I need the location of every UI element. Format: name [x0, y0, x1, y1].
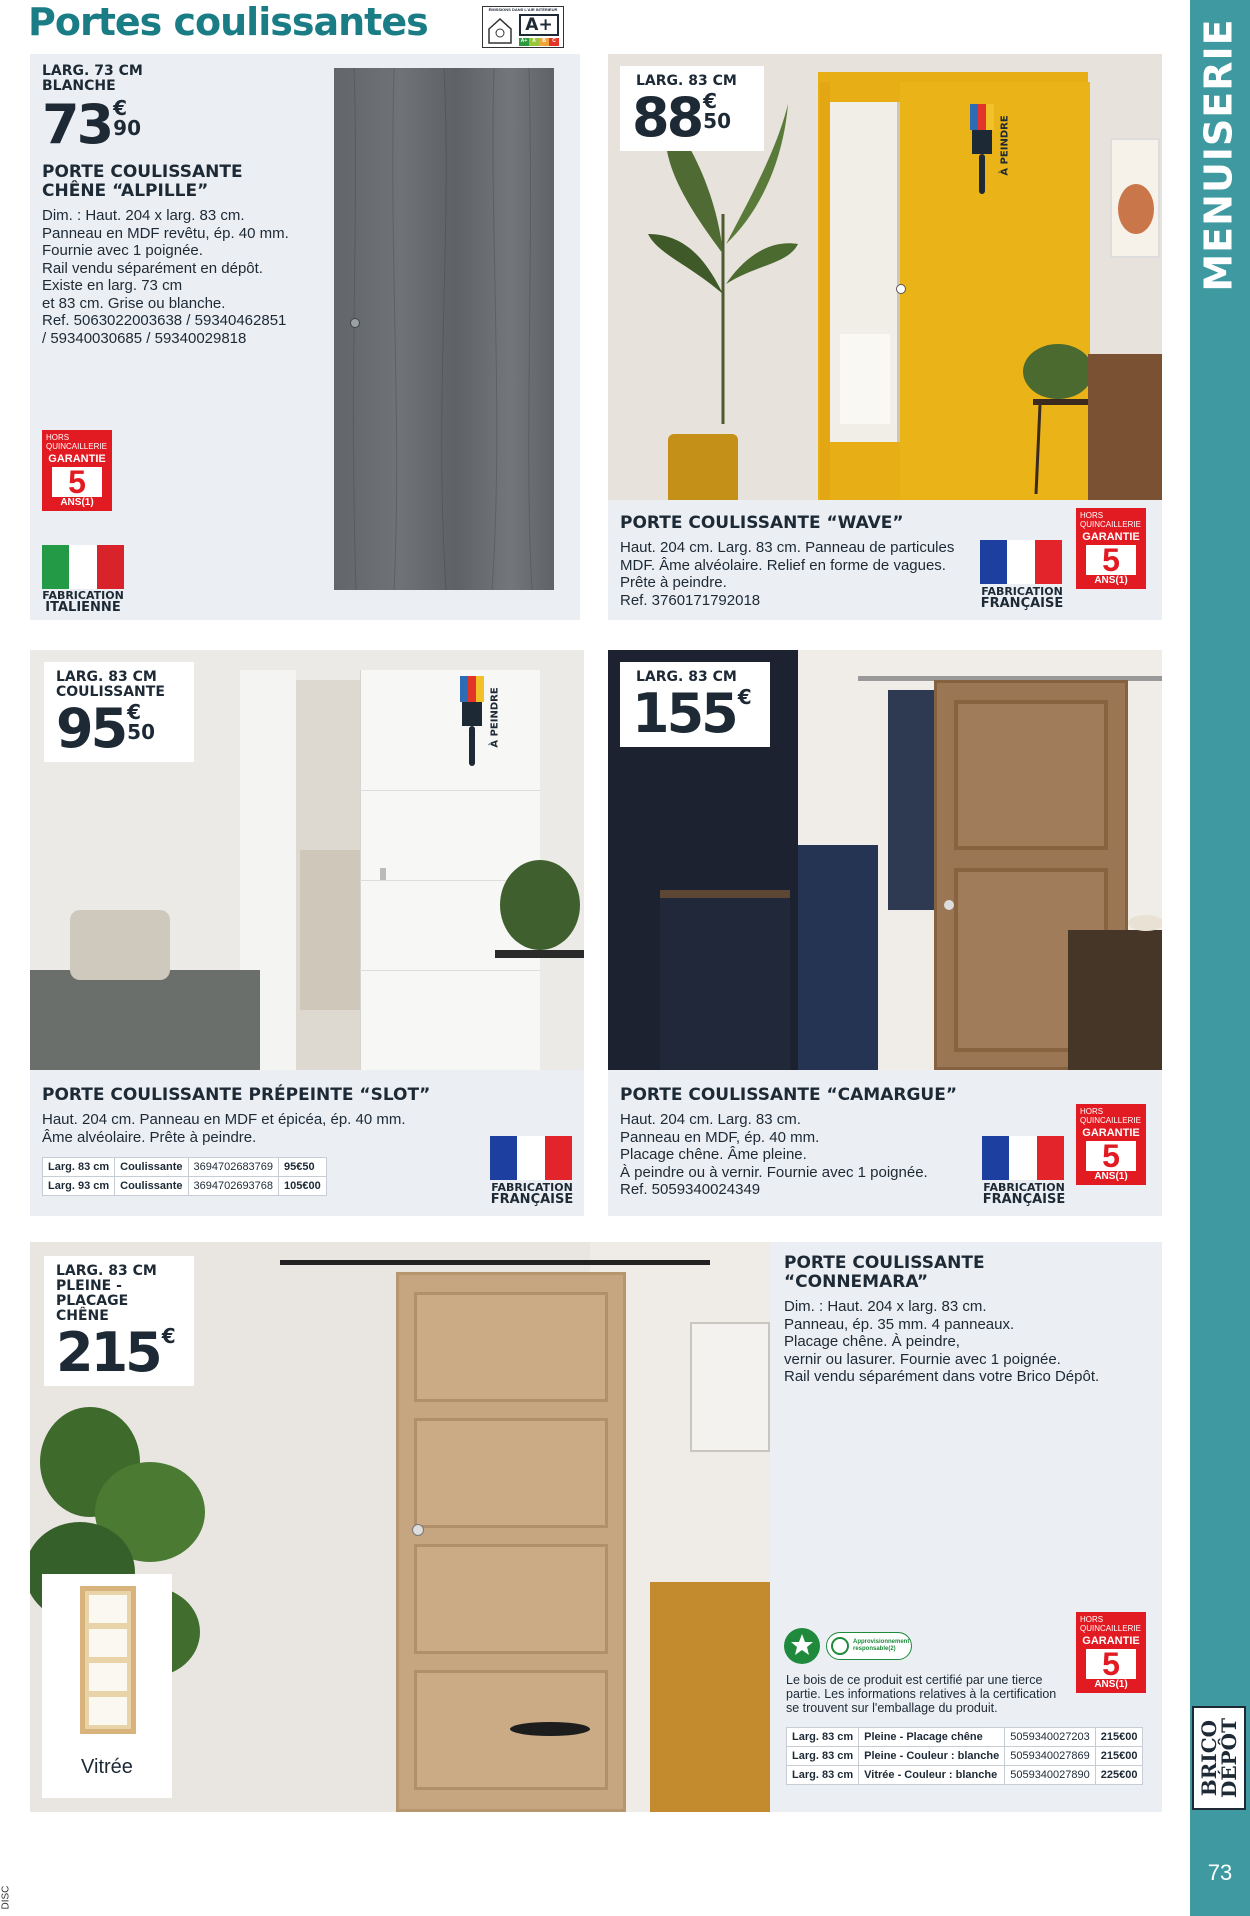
door-handle	[380, 868, 386, 880]
price-block-wave	[620, 66, 764, 151]
inset-vitree	[42, 1574, 172, 1798]
product-desc	[620, 1111, 980, 1199]
product-info-alpille	[42, 163, 289, 347]
guarantee-hors: HORS QUINCAILLERIE	[1080, 1107, 1141, 1125]
price-block-alpille	[42, 63, 143, 156]
price-decimal: 50	[127, 720, 155, 744]
page-title: Portes coulissantes	[28, 0, 428, 44]
desc-line: Panneau, ép. 35 mm. 4 panneaux.	[784, 1315, 1015, 1333]
cell-price: 105€00	[279, 1177, 327, 1196]
table-row	[43, 1177, 327, 1196]
paint-badge	[484, 672, 506, 762]
price-block-camargue	[620, 662, 770, 747]
inset-label: Vitrée	[81, 1756, 133, 1778]
product-image-alpille	[334, 68, 554, 590]
desc-line: MDF. Âme alvéolaire. Relief en forme de vagues.	[620, 556, 946, 574]
product-desc	[42, 207, 289, 347]
variant-table-slot	[42, 1157, 327, 1196]
product-title-name: “CONNEMARA”	[784, 1272, 929, 1292]
section-label-text: MENUISERIE	[1197, 18, 1242, 292]
guarantee-badge	[1076, 508, 1146, 589]
product-desc	[620, 539, 980, 609]
france-flag-icon	[980, 540, 1062, 584]
door-handle	[412, 1524, 424, 1536]
table-row	[787, 1766, 1143, 1785]
product-title-name: CHÊNE “ALPILLE”	[42, 181, 209, 201]
price-currency: €	[737, 685, 752, 709]
guarantee-years: 5	[1086, 545, 1136, 575]
guarantee-badge	[1076, 1612, 1146, 1693]
product-info-slot	[42, 1086, 522, 1146]
plant	[500, 860, 580, 950]
cell-price: 225€00	[1095, 1766, 1143, 1785]
product-title: PORTE COULISSANTE “WAVE”	[620, 513, 904, 533]
table-row	[787, 1728, 1143, 1747]
leaf-icon	[831, 1637, 849, 1655]
product-info-connemara	[784, 1254, 1164, 1386]
cell-ref: 5059340027203	[1005, 1728, 1096, 1747]
guarantee-badge	[42, 430, 112, 511]
guarantee-label: GARANTIE	[1082, 1127, 1140, 1139]
desc-line: Placage chêne. Âme pleine.	[620, 1146, 807, 1163]
size-label: LARG. 83 CM	[636, 73, 737, 89]
fabrication-line2: FRANÇAISE	[980, 596, 1064, 611]
price-decimal: 50	[703, 109, 731, 133]
desc-line: et 83 cm. Grise ou blanche.	[42, 294, 226, 312]
cell-ref: 3694702683769	[188, 1158, 279, 1177]
cell-ref: 5059340027869	[1005, 1747, 1096, 1766]
table-row	[43, 1158, 327, 1177]
guarantee-years: 5	[52, 467, 102, 497]
fabrication-line2: FRANÇAISE	[490, 1192, 574, 1207]
certification-icon	[784, 1628, 820, 1664]
table	[1068, 930, 1162, 1070]
door-handle	[350, 318, 360, 328]
fabrication-line1: FABRICATION	[42, 589, 124, 602]
desc-line: Placage chêne. À peindre,	[784, 1333, 960, 1350]
desc-line: À peindre ou à vernir. Fournie avec 1 poignée.	[620, 1163, 928, 1181]
cell-size: Larg. 83 cm	[787, 1747, 859, 1766]
desc-line: Rail vendu séparément en dépôt.	[42, 259, 263, 277]
size-label: LARG. 83 CM	[636, 669, 737, 685]
table-row	[787, 1747, 1143, 1766]
product-title: PORTE COULISSANTE	[42, 162, 243, 182]
guarantee-years: 5	[1086, 1649, 1136, 1679]
size-label: LARG. 73 CM	[42, 63, 143, 79]
brand-logo	[1192, 1706, 1246, 1810]
desc-line: Panneau en MDF, ép. 40 mm.	[620, 1128, 820, 1146]
cell-size: Larg. 83 cm	[787, 1728, 859, 1747]
cell-type: Coulissante	[115, 1177, 188, 1196]
desc-line: vernir ou lasurer. Fournie avec 1 poignée.	[784, 1350, 1061, 1368]
fabrication-line2: FRANÇAISE	[982, 1192, 1066, 1207]
cell-type: Pleine - Placage chêne	[859, 1728, 1005, 1747]
door-handle	[896, 284, 906, 294]
cert-line: partie. Les informations relatives à la certification	[786, 1687, 1057, 1701]
price-currency: €	[127, 700, 142, 724]
size-label: LARG. 83 CM	[56, 669, 157, 685]
energy-scale-a-plus: A+	[520, 38, 528, 44]
bed	[30, 970, 260, 1070]
paint-badge-text: À PEINDRE	[489, 686, 501, 748]
price-block-connemara	[44, 1256, 194, 1386]
cert-line: Le bois de ce produit est certifié par une tierce	[786, 1673, 1043, 1687]
energy-scale-b: B	[539, 38, 549, 46]
cell-price: 95€50	[279, 1158, 327, 1177]
guarantee-ans: ANS(1)	[1094, 1171, 1128, 1182]
side-code	[0, 1880, 16, 1916]
section-label	[1193, 18, 1245, 292]
desc-line: Panneau en MDF revêtu, ép. 40 mm.	[42, 224, 289, 242]
paintbrush-icon	[970, 104, 994, 194]
guarantee-hors: HORS QUINCAILLERIE	[46, 433, 107, 451]
product-desc	[42, 1111, 522, 1146]
price-block-slot	[44, 662, 194, 762]
guarantee-years: 5	[1086, 1141, 1136, 1171]
guarantee-label: GARANTIE	[1082, 531, 1140, 543]
price-decimal: 90	[113, 116, 141, 140]
variant-table-connemara	[786, 1727, 1143, 1785]
brand-logo-bottom: DÉPÔT	[1217, 1718, 1241, 1798]
color-label: BLANCHE	[42, 78, 116, 94]
door-handle	[944, 900, 954, 910]
price-integer: 155	[632, 682, 736, 745]
wall-art	[690, 1322, 770, 1452]
price-currency: €	[113, 96, 128, 120]
cell-price: 215€00	[1095, 1747, 1143, 1766]
price	[632, 86, 752, 149]
house-icon	[487, 16, 513, 44]
kitchen-counter	[660, 890, 790, 1070]
product-title: PORTE COULISSANTE PRÉPEINTE “SLOT”	[42, 1085, 431, 1105]
product-desc	[784, 1298, 1164, 1386]
type-label: COULISSANTE	[56, 684, 165, 700]
plant-pot	[668, 434, 738, 500]
guarantee-label: GARANTIE	[1082, 1635, 1140, 1647]
desc-line: Prête à peindre.	[620, 574, 727, 591]
product-info-camargue	[620, 1086, 980, 1199]
energy-label	[482, 6, 564, 48]
cell-size: Larg. 83 cm	[787, 1766, 859, 1785]
cell-type: Vitrée - Couleur : blanche	[859, 1766, 1005, 1785]
energy-scale-a: A	[529, 38, 539, 46]
price-integer: 88	[632, 86, 702, 149]
size-label: LARG. 83 CM	[56, 1263, 157, 1279]
desc-line: Haut. 204 cm. Larg. 83 cm.	[620, 1111, 801, 1128]
brand-logo-top: BRICO	[1197, 1719, 1221, 1797]
fabrication-label	[38, 590, 128, 614]
product-info-wave	[620, 514, 980, 609]
glazed-door-icon	[80, 1586, 136, 1734]
cell-type: Pleine - Couleur : blanche	[859, 1747, 1005, 1766]
energy-label-header: ÉMISSIONS DANS L'AIR INTÉRIEUR	[488, 7, 558, 12]
guarantee-badge	[1076, 1104, 1146, 1185]
cell-ref: 3694702693768	[188, 1177, 279, 1196]
price-integer: 95	[56, 697, 126, 760]
desc-line: Haut. 204 cm. Panneau en MDF et épicéa, ép. 40 mm.	[42, 1111, 406, 1128]
sliding-rail	[280, 1260, 710, 1265]
guarantee-hors: HORS QUINCAILLERIE	[1080, 511, 1141, 529]
fabrication-line1: FABRICATION	[983, 1181, 1065, 1194]
cell-size: Larg. 93 cm	[43, 1177, 115, 1196]
fabrication-label	[486, 1182, 578, 1206]
paint-badge	[994, 100, 1016, 190]
finish-label: PLACAGE CHÊNE	[56, 1293, 129, 1324]
fabrication-label	[976, 586, 1068, 610]
certification-badge-text: Approvisionnement responsable(2)	[853, 1639, 910, 1652]
product-title: PORTE COULISSANTE	[784, 1253, 985, 1273]
fabrication-line2: ITALIENNE	[45, 600, 121, 615]
desc-line: Dim. : Haut. 204 x larg. 83 cm.	[42, 207, 245, 224]
cell-size: Larg. 83 cm	[43, 1158, 115, 1177]
fabrication-line1: FABRICATION	[491, 1181, 573, 1194]
italy-flag-icon	[42, 545, 124, 589]
desc-line: Dim. : Haut. 204 x larg. 83 cm.	[784, 1298, 987, 1315]
certification-text	[786, 1673, 1086, 1715]
desc-line: Existe en larg. 73 cm	[42, 277, 183, 294]
desc-line: Ref. 5063022003638 / 59340462851	[42, 312, 287, 329]
energy-scale	[519, 38, 559, 46]
desc-line: Fournie avec 1 poignée.	[42, 242, 203, 259]
france-flag-icon	[982, 1136, 1064, 1180]
price-currency: €	[703, 89, 718, 113]
cert-line: se trouvent sur l'emballage du produit.	[786, 1701, 998, 1715]
energy-class: A+	[519, 14, 559, 36]
desc-line: Ref. 5059340024349	[620, 1181, 761, 1198]
armchair	[650, 1582, 770, 1812]
price	[632, 682, 758, 745]
guarantee-hors: HORS QUINCAILLERIE	[1080, 1615, 1141, 1633]
desc-line: / 59340030685 / 59340029818	[42, 329, 247, 347]
paint-badge-text: À PEINDRE	[999, 114, 1011, 176]
side-table	[510, 1722, 590, 1736]
cell-ref: 5059340027890	[1005, 1766, 1096, 1785]
guarantee-ans: ANS(1)	[1094, 1679, 1128, 1690]
desc-line: Haut. 204 cm. Larg. 83 cm. Panneau de particules	[620, 539, 955, 556]
price-integer: 215	[56, 1321, 160, 1384]
guarantee-ans: ANS(1)	[60, 497, 94, 508]
fabrication-label	[978, 1182, 1070, 1206]
price	[56, 697, 182, 760]
price	[56, 1321, 182, 1384]
price-integer: 73	[42, 93, 112, 156]
desc-line: Rail vendu séparément dans votre Brico Dépôt.	[784, 1368, 1100, 1385]
paintbrush-icon	[460, 676, 484, 766]
cell-price: 215€00	[1095, 1728, 1143, 1747]
guarantee-label: GARANTIE	[48, 453, 106, 465]
fabrication-line1: FABRICATION	[981, 585, 1063, 598]
guarantee-ans: ANS(1)	[1094, 575, 1128, 586]
desc-line: Âme alvéolaire. Prête à peindre.	[42, 1128, 257, 1146]
price	[42, 93, 143, 156]
desc-line: Ref. 3760171792018	[620, 591, 761, 609]
product-title: PORTE COULISSANTE “CAMARGUE”	[620, 1085, 958, 1105]
side-code-text: DISC	[0, 1885, 12, 1910]
type-label: PLEINE -	[56, 1278, 122, 1294]
energy-scale-c: C	[549, 38, 559, 46]
page-number: 73	[1207, 1860, 1233, 1885]
cell-type: Coulissante	[115, 1158, 188, 1177]
price-currency: €	[161, 1324, 176, 1348]
certification-badge	[826, 1632, 912, 1660]
france-flag-icon	[490, 1136, 572, 1180]
